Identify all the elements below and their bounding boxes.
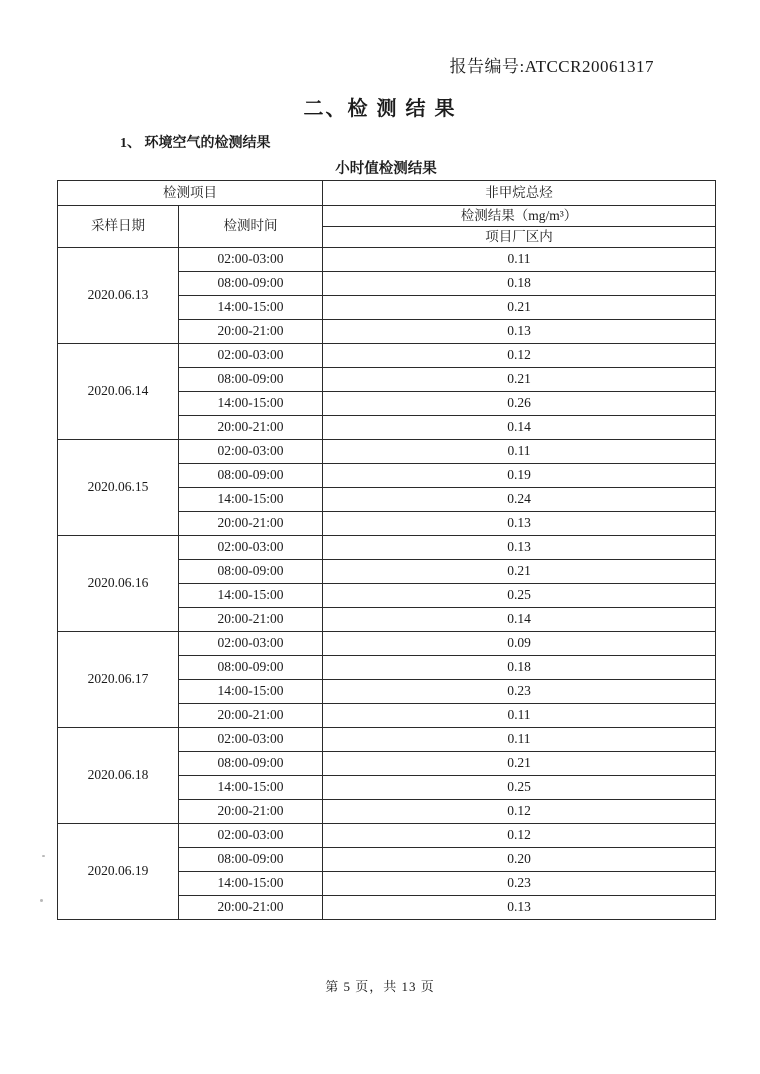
test-time-cell: 08:00-09:00 [179,752,323,776]
test-time-cell: 14:00-15:00 [179,488,323,512]
page-number-footer: 第 5 页，共 13 页 [325,979,435,994]
test-time-cell: 20:00-21:00 [179,704,323,728]
test-time-cell: 02:00-03:00 [179,536,323,560]
result-value-cell: 0.18 [323,656,716,680]
test-time-cell: 08:00-09:00 [179,272,323,296]
result-unit-header-cell: 检测结果（mg/m³） [323,206,716,227]
test-time-cell: 08:00-09:00 [179,560,323,584]
result-value-cell: 0.14 [323,608,716,632]
result-value-cell: 0.13 [323,512,716,536]
test-time-cell: 20:00-21:00 [179,608,323,632]
sample-date-cell: 2020.06.19 [58,824,179,920]
table-row [58,824,716,848]
test-time-cell: 02:00-03:00 [179,728,323,752]
table-row [58,632,716,656]
sample-date-cell: 2020.06.17 [58,632,179,728]
result-value-cell: 0.24 [323,488,716,512]
test-time-cell: 20:00-21:00 [179,416,323,440]
result-value-cell: 0.19 [323,464,716,488]
test-time-cell: 08:00-09:00 [179,464,323,488]
result-value-cell: 0.12 [323,344,716,368]
sample-date-header-cell: 采样日期 [58,206,179,248]
header-row-test-item [58,181,716,206]
result-value-cell: 0.13 [323,320,716,344]
table-row [58,248,716,272]
table-title: 小时值检测结果 [335,161,437,177]
test-time-cell: 08:00-09:00 [179,848,323,872]
test-time-cell: 02:00-03:00 [179,632,323,656]
test-time-cell: 14:00-15:00 [179,296,323,320]
sample-date-cell: 2020.06.16 [58,536,179,632]
test-time-cell: 14:00-15:00 [179,872,323,896]
test-item-header-cell: 检测项目 [58,181,323,206]
scan-speck [42,855,45,857]
result-value-cell: 0.12 [323,800,716,824]
result-value-cell: 0.23 [323,680,716,704]
test-time-cell: 02:00-03:00 [179,248,323,272]
result-value-cell: 0.11 [323,704,716,728]
test-time-cell: 02:00-03:00 [179,344,323,368]
report-number: 报告编号:ATCCR20061317 [449,57,654,76]
test-time-cell: 02:00-03:00 [179,824,323,848]
sample-date-cell: 2020.06.18 [58,728,179,824]
test-time-cell: 08:00-09:00 [179,656,323,680]
sample-date-cell: 2020.06.15 [58,440,179,536]
result-value-cell: 0.21 [323,752,716,776]
result-value-cell: 0.11 [323,248,716,272]
test-time-cell: 02:00-03:00 [179,440,323,464]
page-title: 二、检 测 结 果 [303,98,457,120]
test-time-cell: 14:00-15:00 [179,584,323,608]
table-row [58,440,716,464]
sample-date-cell: 2020.06.14 [58,344,179,440]
result-value-cell: 0.21 [323,368,716,392]
result-value-cell: 0.12 [323,824,716,848]
table-row [58,728,716,752]
sample-date-cell: 2020.06.13 [58,248,179,344]
result-value-cell: 0.25 [323,584,716,608]
results-table [57,180,716,920]
table-row [58,536,716,560]
result-value-cell: 0.23 [323,872,716,896]
result-value-cell: 0.26 [323,392,716,416]
result-value-cell: 0.14 [323,416,716,440]
header-row-columns [58,206,716,227]
test-time-cell: 08:00-09:00 [179,368,323,392]
result-value-cell: 0.25 [323,776,716,800]
test-time-cell: 14:00-15:00 [179,392,323,416]
test-time-cell: 20:00-21:00 [179,320,323,344]
section-heading: 1、 环境空气的检测结果 [120,136,271,151]
test-time-cell: 20:00-21:00 [179,896,323,920]
table-row [58,344,716,368]
result-value-cell: 0.21 [323,296,716,320]
test-time-cell: 14:00-15:00 [179,680,323,704]
result-value-cell: 0.20 [323,848,716,872]
test-time-header-cell: 检测时间 [179,206,323,248]
result-value-cell: 0.13 [323,536,716,560]
result-value-cell: 0.11 [323,728,716,752]
parameter-header-cell: 非甲烷总烃 [323,181,716,206]
results-tbody [58,248,716,920]
result-value-cell: 0.13 [323,896,716,920]
test-time-cell: 20:00-21:00 [179,800,323,824]
result-value-cell: 0.18 [323,272,716,296]
result-value-cell: 0.09 [323,632,716,656]
location-header-cell: 项目厂区内 [323,227,716,248]
test-time-cell: 20:00-21:00 [179,512,323,536]
scan-speck [40,899,43,902]
result-value-cell: 0.21 [323,560,716,584]
test-time-cell: 14:00-15:00 [179,776,323,800]
results-table-header [58,181,716,248]
result-value-cell: 0.11 [323,440,716,464]
